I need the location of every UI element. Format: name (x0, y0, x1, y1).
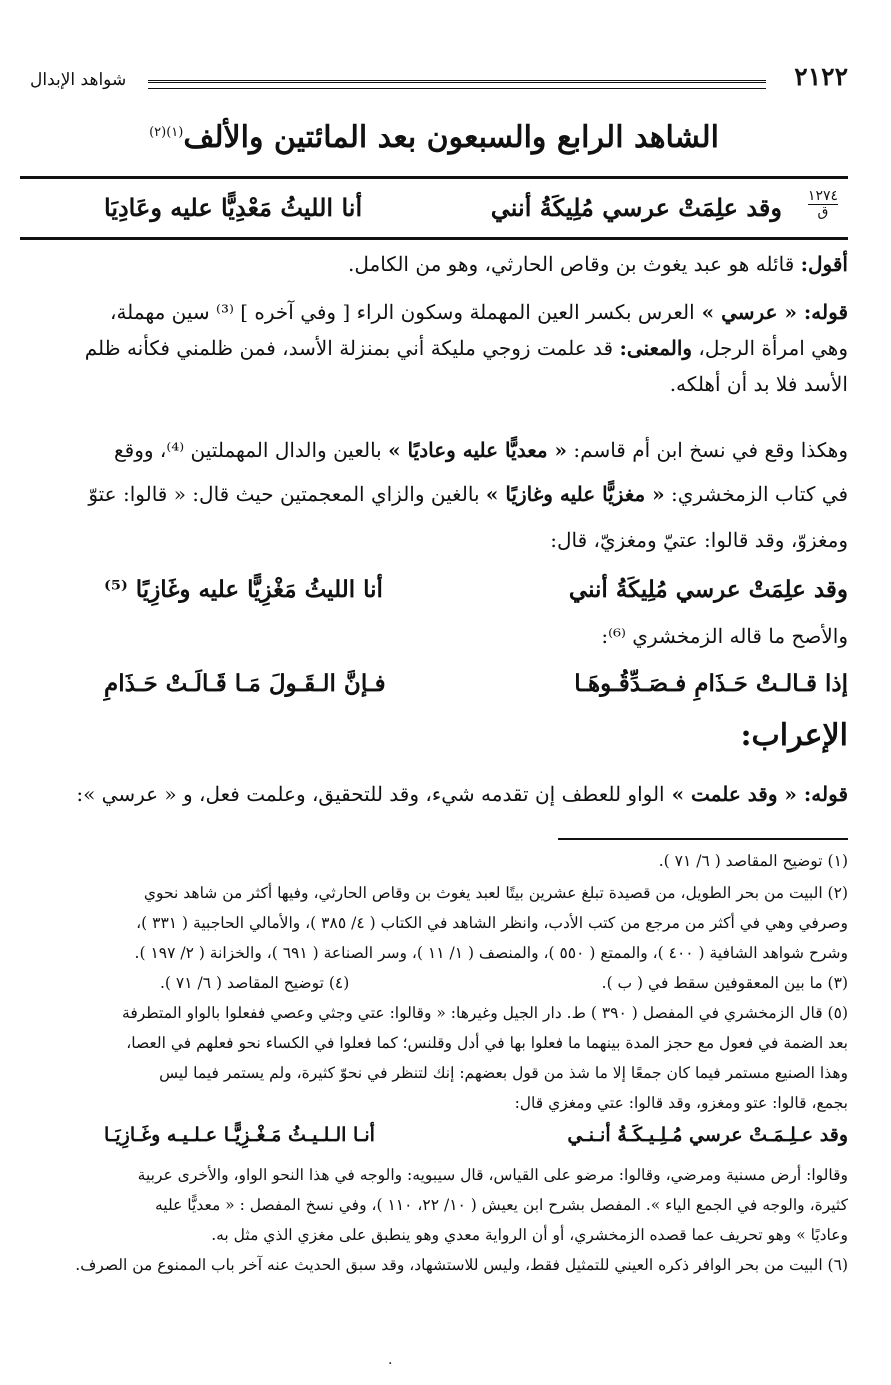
verse-first-hemistich: وقد علِمَتْ عرسي مُلِيكَةُ أنني (490, 193, 782, 222)
label-aqul: أقول: (800, 252, 848, 276)
footnote-2-line-2: وصرفي وهي في أكثر من مرجع من كتب الأدب، وانظر الشاهد في الكتاب ( ٤/ ٣٨٥ )، والأمالي الحاجبية ( ٣٣١ )، (136, 914, 848, 932)
quoted-phrase: « معديًّا عليه وعاديًا » (388, 438, 568, 462)
page-number: ٢١٢٢ (794, 62, 848, 91)
body-text: وهي امرأة الرجل، (692, 336, 848, 360)
body-line-8 (20, 624, 848, 648)
body-text: العرس بكسر العين المهملة وسكون الراء [ وفي آخره ] ⁽³⁾ سين مهملة، (110, 300, 695, 324)
body-text: الواو للعطف إن تقدمه شيء، وقد للتحقيق، وعلمت فعل، و « عرسي »: (76, 782, 665, 806)
footnote-4: (٤) توضيح المقاصد ( ٦/ ٧١ ). (160, 974, 350, 992)
body-text: بالغين والزاي المعجمتين حيث قال: « قالوا: عتوّ (88, 482, 486, 506)
footnote-poem-second: أنـا الـلـيـثُ مَـغْـزِيًّـا عـلـيـه وغَـازِيَـا (104, 1124, 375, 1146)
body-line-4 (20, 372, 848, 396)
body-line-1 (20, 252, 848, 276)
body-line-5 (20, 438, 848, 462)
body-text: في كتاب الزمخشري: (664, 482, 848, 506)
body-text: قائله هو عبد يغوث بن وقاص الحارثي، وهو من الكامل. (347, 252, 801, 276)
section-heading: الإعراب: (740, 718, 848, 753)
header-rule (148, 80, 766, 86)
chapter-title (20, 120, 848, 155)
verse-second-hemistich: أنا الليثُ مَعْدِيًّا عليه وعَادِيَا (104, 193, 363, 222)
verse-box (20, 176, 848, 240)
body-text: الأسد فلا بد أن أهلكه. (669, 372, 848, 396)
footnote-1: (١) توضيح المقاصد ( ٦/ ٧١ ). (658, 852, 848, 870)
footnote-poem-first: وقد عـلِـمَـتْ عرسي مُـلِـيـكَـةُ أنـنـي (567, 1124, 848, 1146)
poem-1-first: وقد علِمَتْ عرسي مُلِيكَةُ أنني (568, 576, 848, 603)
body-text: قد علمت زوجي مليكة أني بمنزلة الأسد، فمن ظلمني فكأنه ظلم (84, 336, 620, 360)
verse-number-value: ١٢٧٤ (807, 188, 838, 204)
body-line-7 (20, 528, 848, 552)
label-meaning: والمعنى: (619, 336, 693, 360)
footnote-5-line-1: (٥) قال الزمخشري في المفصل ( ٣٩٠ ) ط. دار الجيل وغيرها: « وقالوا: عتي وجثي وعصي ففعلوا بالواو المتطرفة (122, 1004, 848, 1022)
quoted-phrase: « مغزيًّا عليه وغازيًا » (485, 482, 665, 506)
footnote-5-line-4: بجمع، قالوا: عتو ومغزو، وقد قالوا: عتي ومغزي قال: (514, 1094, 848, 1112)
verse-meter-mark: ق (817, 204, 829, 220)
body-line-6 (20, 482, 848, 506)
body-line-3 (20, 336, 848, 360)
running-header (20, 58, 848, 98)
book-title: شواهد الإبدال (30, 70, 127, 90)
poem-2-first: إذا قـالـتْ حَـذَامِ فـصَـدِّقُـوهَـا (574, 670, 848, 697)
chapter-title-text: الشاهد الرابع والسبعون بعد المائتين والألف (183, 120, 719, 155)
body-text: بالعين والدال المهملتين ⁽⁴⁾، ووقع (114, 438, 389, 462)
footnote-5-line-5: وقالوا: أرض مسنية ومرضي، وقالوا: مرضو على القياس، قال سيبويه: والوجه في هذا النحو الواو، والأخرى عربية (137, 1166, 848, 1184)
footnote-5-line-7: وعاديًا » وهو تحريف عما قصده الزمخشري، أو أن الرواية معدي وهو ينطبق على مغزي الذي مثل به. (211, 1226, 848, 1244)
poem-1-second: أنا الليثُ مَغْزِيًّا عليه وغَازِيًا ⁽⁵⁾ (104, 576, 383, 603)
footnote-5-line-3: وهذا الصنيع مستمر فيما كان جمعًا إلا ما شذ من قول بعضهم: إنك لتنظر في نحوّ كثيرة، ولم يستمر فيما ليس (159, 1064, 848, 1082)
footnote-6: (٦) البيت من بحر الوافر ذكره العيني للتمثيل فقط، وليس للاستشهاد، وقد سبق الحديث عنه آخر باب الممنوع من الصرف. (75, 1256, 848, 1274)
footnote-5-line-6: كثيرة، والوجه في الجمع الياء ». المفصل بشرح ابن يعيش ( ١٠/ ٢٢، ١١٠ )، وفي نسخ المفصل : « معديًّا عليه (155, 1196, 848, 1214)
verse-number (808, 189, 838, 220)
label-qawluh: قوله: (803, 782, 848, 806)
body-text: والأصح ما قاله الزمخشري ⁽⁶⁾: (601, 624, 848, 648)
footnote-2-line-1: (٢) البيت من بحر الطويل، من قصيدة تبلغ عشرين بيتًا لعبد يغوث بن وقاص الحارثي، وفيها أكثر من شاهد نحوي (143, 884, 848, 902)
footnote-2-line-3: وشرح شواهد الشافية ( ٤٠٠ )، والممتع ( ٥٥٠ )، والمنصف ( ١/ ١١ )، وسر الصناعة ( ٦٩١ )، والخزانة ( ٢/ ١٩٧ ). (134, 944, 848, 962)
label-qawluh: قوله: (803, 300, 848, 324)
page-bottom-mark: . (388, 1352, 393, 1368)
poem-2-second: فـإنَّ الـقَـولَ مَـا قَـالَـتْ حَـذَامِ (104, 670, 386, 697)
body-text: وهكذا وقع في نسخ ابن أم قاسم: (567, 438, 848, 462)
chapter-note-ref: (١)(٢) (149, 125, 184, 140)
quoted-word: « عرسي » (694, 300, 804, 324)
footnote-separator (558, 838, 848, 840)
footnote-3-4-row (20, 974, 848, 992)
body-text: ومغزوّ، وقد قالوا: عتيّ ومغزيّ، قال: (550, 528, 848, 552)
body-line-9 (20, 782, 848, 806)
body-line-2 (20, 300, 848, 324)
header-rule-thin (148, 88, 766, 89)
footnote-5-line-2: بعد الضمة في فعول مع حجز المدة بينهما ما فعلوا بها في أدل وقلنس؛ كما فعلوا في الكساء نحو فعلهم في العصا، (126, 1034, 848, 1052)
footnote-3: (٣) ما بين المعقوفين سقط في ( ب ). (601, 974, 848, 992)
quoted-word: « وقد علمت » (664, 782, 804, 806)
